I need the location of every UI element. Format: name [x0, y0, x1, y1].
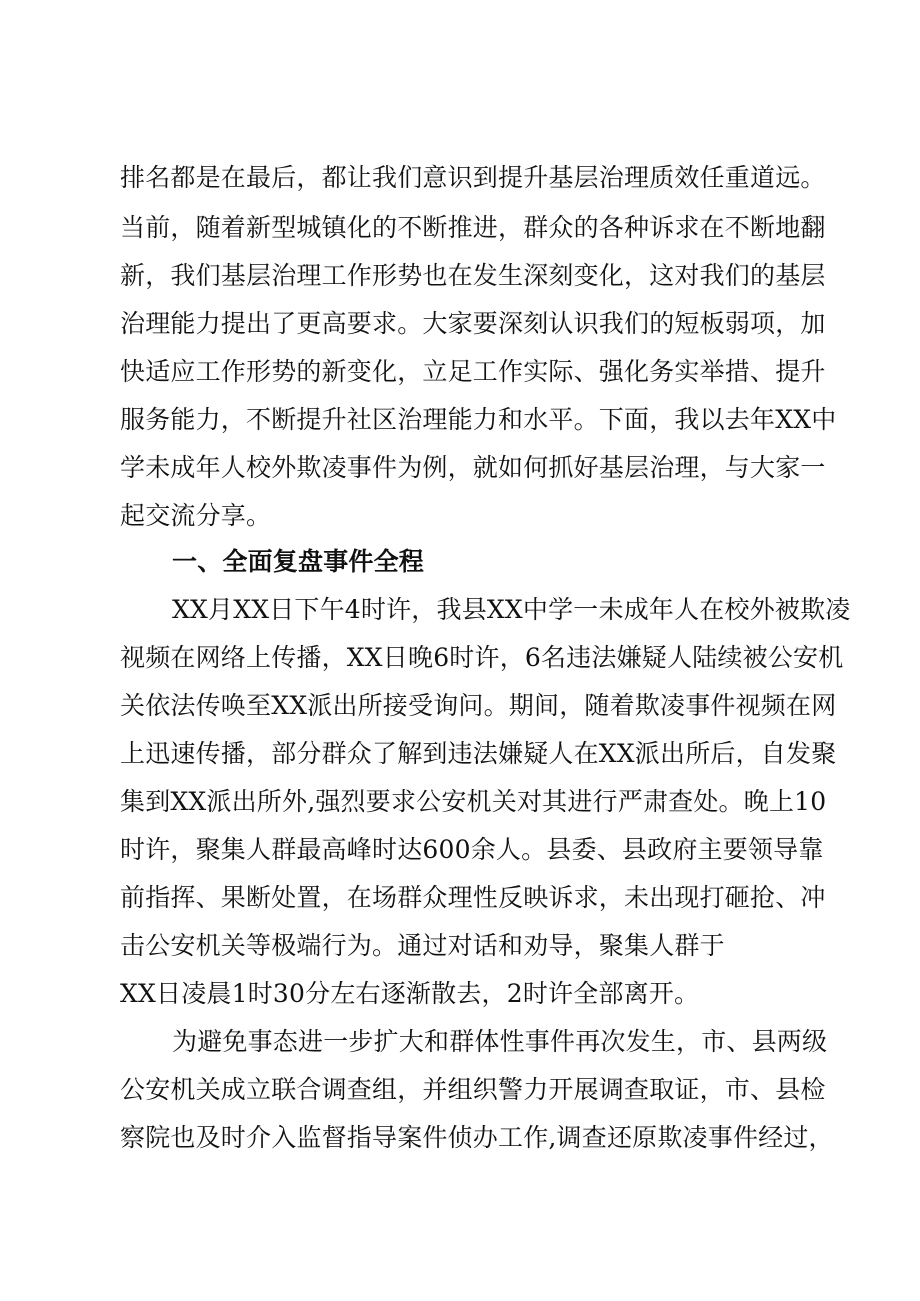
section-heading: 一、全面复盘事件全程	[172, 547, 425, 576]
paragraph-1-line-1: 排名都是在最后，都让我们意识到提升基层治理质效任重道远。	[120, 163, 826, 192]
paragraph-2-line-7: 前指挥、果断处置，在场群众理性反映诉求，未出现打砸抢、冲	[120, 883, 826, 912]
paragraph-1-line-3: 新，我们基层治理工作形势也在发生深刻变化，这对我们的基层	[120, 261, 826, 290]
paragraph-2-line-1: XX月XX日下午4时许，我县XX中学一未成年人在校外被欺凌	[172, 595, 851, 624]
paragraph-2-line-6: 时许，聚集人群最高峰时达600余人。县委、县政府主要领导靠	[120, 835, 824, 864]
paragraph-1-line-4: 治理能力提出了更高要求。大家要深刻认识我们的短板弱项，加	[120, 309, 826, 338]
paragraph-2-line-4: 上迅速传播，部分群众了解到违法嫌疑人在XX派出所后，自发聚	[120, 739, 837, 768]
paragraph-3-line-1: 为避免事态进一步扩大和群体性事件再次发生，市、县两级	[172, 1027, 828, 1056]
paragraph-2-line-3: 关依法传唤至XX派出所接受询问。期间，随着欺凌事件视频在网	[120, 691, 837, 720]
paragraph-1-line-2: 当前，随着新型城镇化的不断推进，群众的各种诉求在不断地翻	[120, 213, 826, 242]
paragraph-1-line-6: 服务能力，不断提升社区治理能力和水平。下面，我以去年XX中	[120, 405, 837, 434]
paragraph-2-line-5: 集到XX派出所外,强烈要求公安机关对其进行严肃查处。晚上10	[120, 787, 827, 816]
paragraph-2-line-8: 击公安机关等极端行为。通过对话和劝导，聚集人群于	[120, 931, 725, 960]
paragraph-2-line-9: XX日凌晨1时30分左右逐渐散去，2时许全部离开。	[120, 979, 700, 1008]
paragraph-3-line-2: 公安机关成立联合调查组，并组织警力开展调查取证，市、县检	[120, 1075, 826, 1104]
paragraph-1-line-7: 学未成年人校外欺凌事件为例，就如何抓好基层治理，与大家一	[120, 453, 826, 482]
paragraph-3-line-3: 察院也及时介入监督指导案件侦办工作,调查还原欺凌事件经过，	[120, 1123, 834, 1152]
paragraph-2-line-2: 视频在网络上传播，XX日晚6时许，6名违法嫌疑人陆续被公安机	[120, 643, 844, 672]
paragraph-1-line-5: 快适应工作形势的新变化，立足工作实际、强化务实举措、提升	[120, 357, 826, 386]
paragraph-1-line-8: 起交流分享。	[120, 501, 272, 530]
